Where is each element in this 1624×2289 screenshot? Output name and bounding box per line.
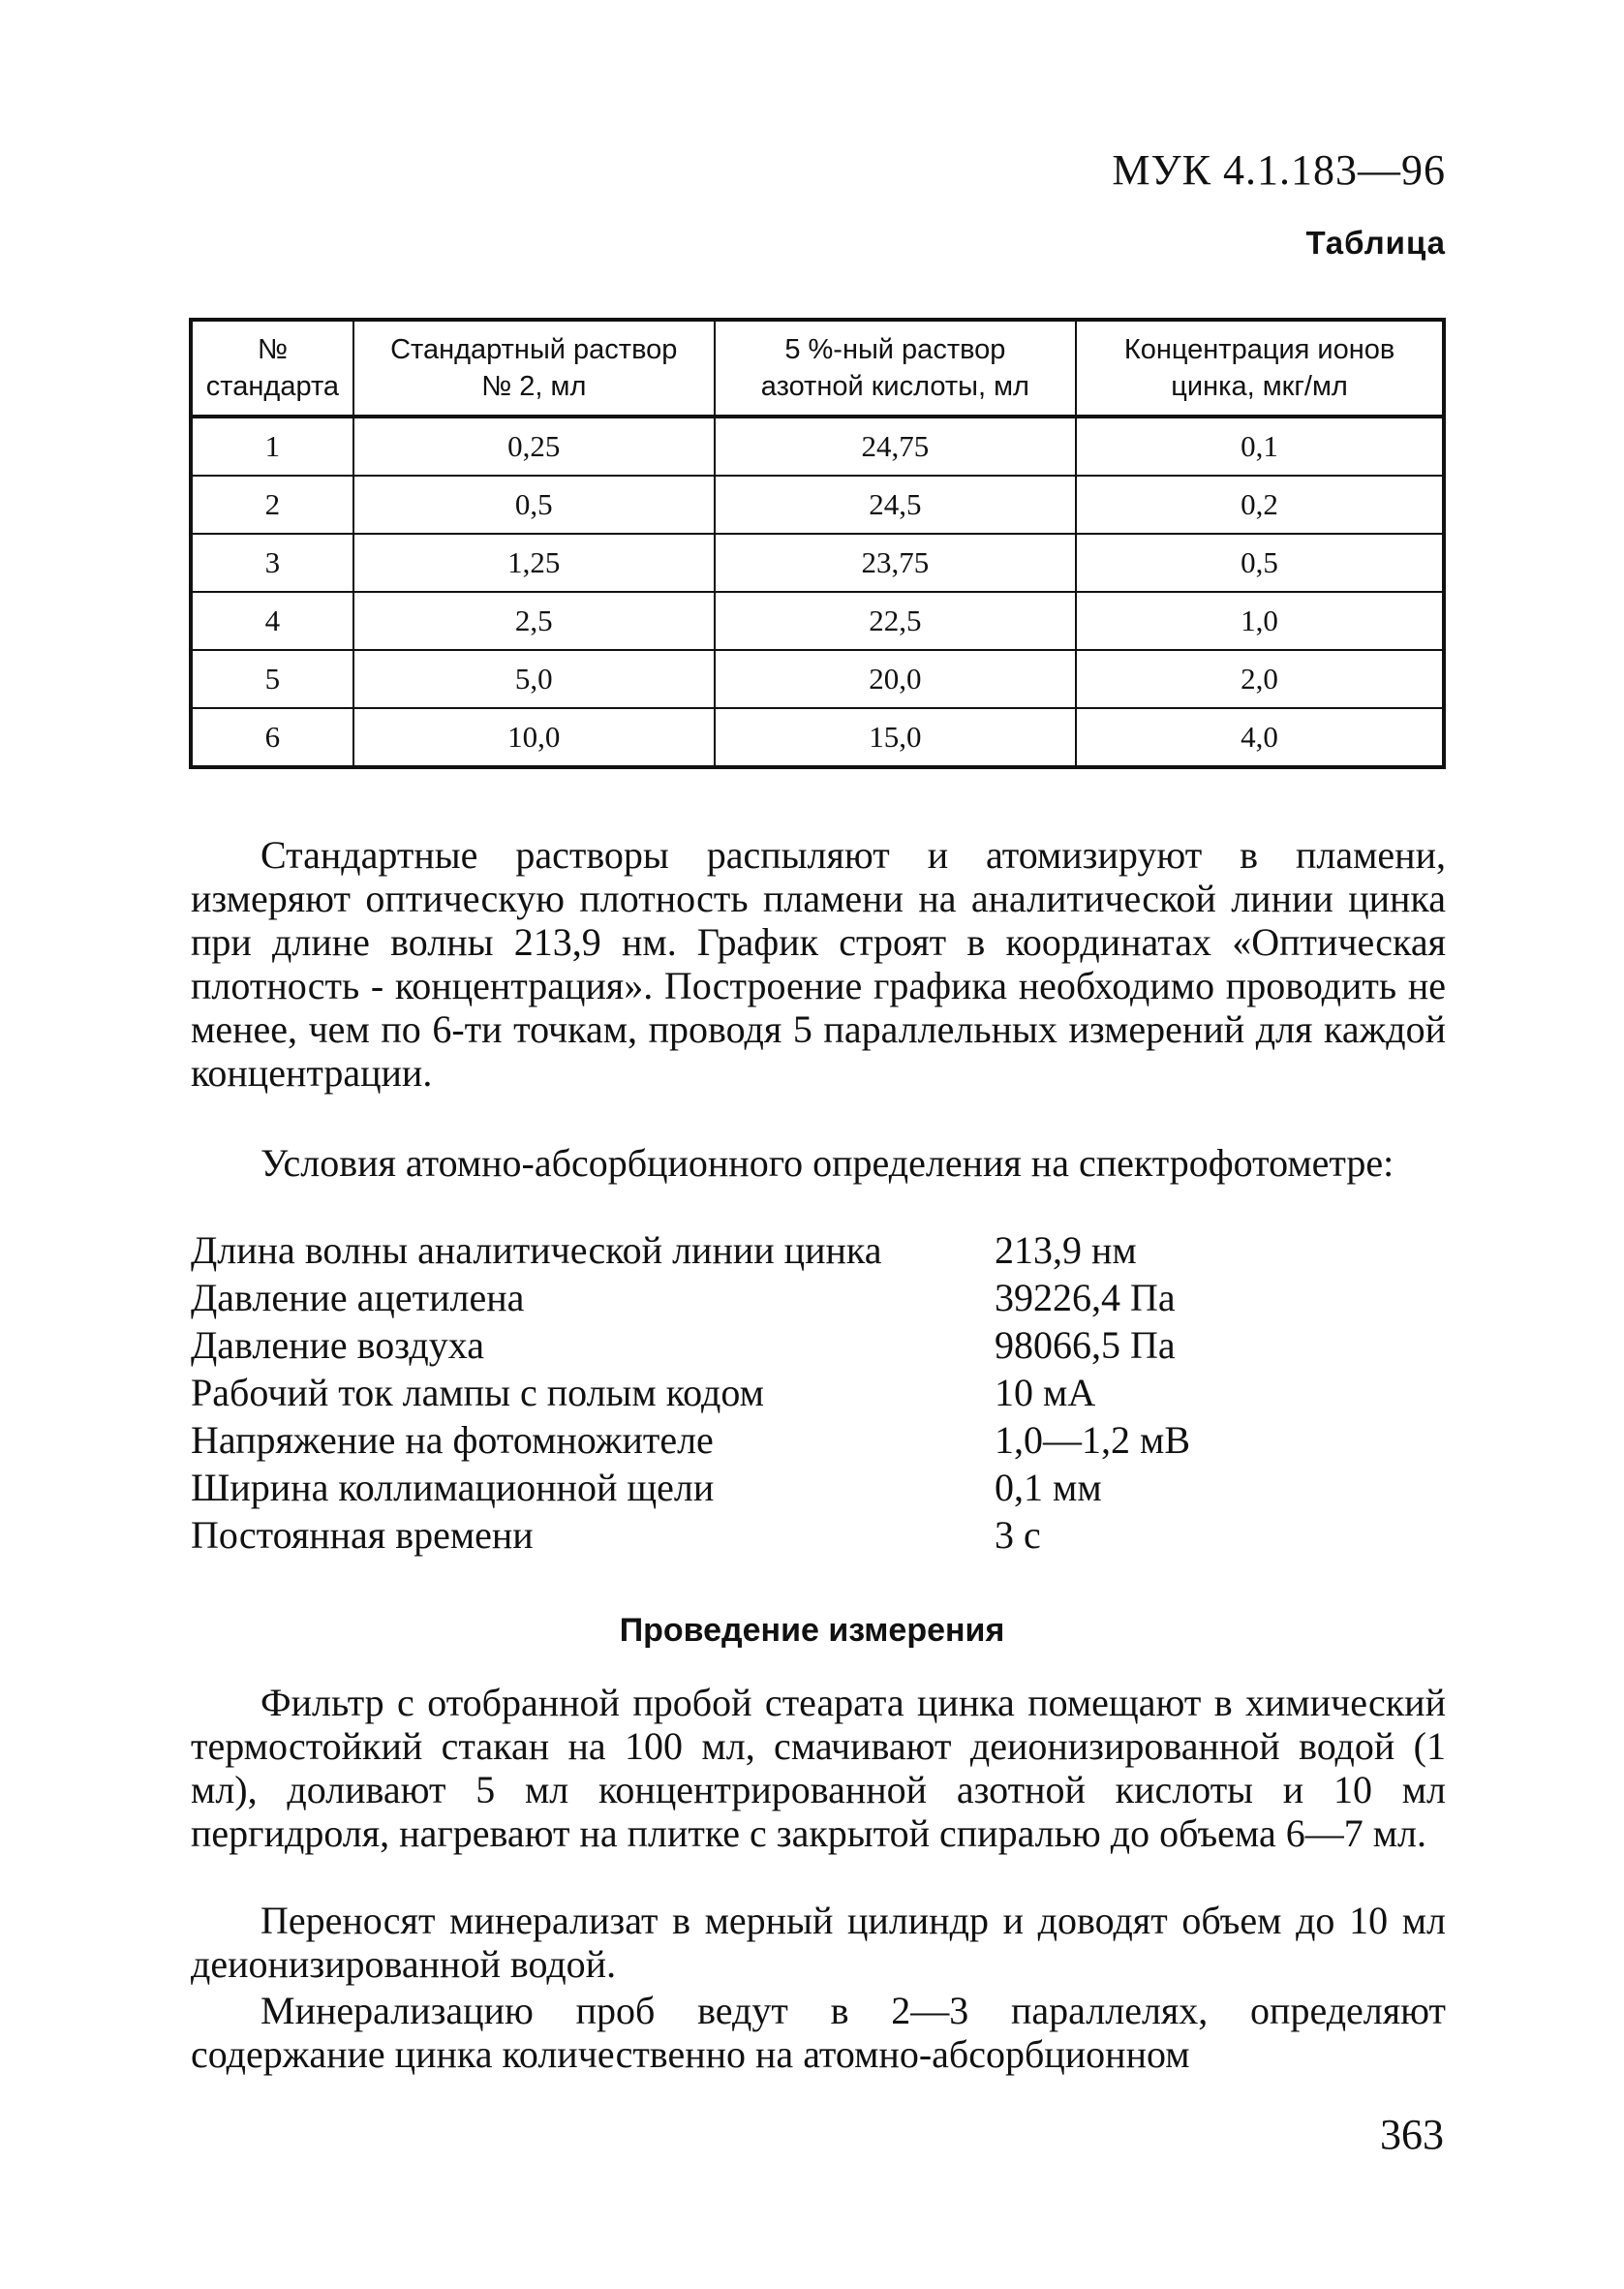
- condition-row: [191, 1418, 1446, 1462]
- table-row: [191, 708, 1444, 767]
- table-row: [191, 592, 1444, 650]
- header-standard-solution: Стандартный раствор № 2, мл: [353, 320, 715, 417]
- condition-row: [191, 1466, 1446, 1509]
- table-cell: 5,0: [353, 650, 715, 708]
- condition-value: 10 мА: [995, 1371, 1096, 1414]
- table-row: [191, 476, 1444, 534]
- table-cell: 5: [191, 650, 353, 708]
- paragraph-transfer: Переносят минерализат в мерный цилиндр и доводят объем до 10 мл деионизированной водой.: [191, 1899, 1446, 1986]
- table-cell: 3: [191, 534, 353, 592]
- table-cell: 0,2: [1076, 476, 1444, 534]
- table-cell: 0,1: [1076, 417, 1444, 476]
- condition-value: 98066,5 Па: [995, 1323, 1176, 1367]
- condition-row: [191, 1276, 1446, 1319]
- condition-value: 213,9 нм: [995, 1228, 1137, 1272]
- condition-row: [191, 1371, 1446, 1414]
- paragraph-conditions-intro: Условия атомно-абсорбционного определения на спектрофотометре:: [260, 1141, 1394, 1185]
- table-cell: 2: [191, 476, 353, 534]
- table-cell: 15,0: [715, 708, 1076, 767]
- conditions-list: [191, 1228, 1446, 1561]
- table-cell: 0,5: [1076, 534, 1444, 592]
- paragraph-mineralization: Минерализацию проб ведут в 2—3 параллелях, определяют содержание цинка количественно на атомно-абсорбционном: [191, 1989, 1446, 2076]
- condition-value: 3 с: [995, 1513, 1041, 1557]
- condition-name: Ширина коллимационной щели: [191, 1466, 715, 1509]
- header-standard-number: № стандарта: [191, 320, 353, 417]
- table-cell: 20,0: [715, 650, 1076, 708]
- table-cell: 23,75: [715, 534, 1076, 592]
- table-header-row: [191, 320, 1444, 417]
- condition-name: Давление воздуха: [191, 1323, 484, 1367]
- condition-name: Давление ацетилена: [191, 1276, 525, 1319]
- table-cell: 1,25: [353, 534, 715, 592]
- condition-value: 0,1 мм: [995, 1466, 1102, 1509]
- paragraph-standard-solutions: Стандартные растворы распыляют и атомизируют в пламени, измеряют оптическую плотность пламени на аналитической линии цинка при длине волны 213,9 нм. График строят в координатах «Оптическая плотность - концентрация». Построение графика необходимо проводить не менее, чем по 6-ти точкам, проводя 5 параллельных измерений для каждой концентрации.: [191, 833, 1446, 1095]
- table-row: [191, 417, 1444, 476]
- table-cell: 10,0: [353, 708, 715, 767]
- table-cell: 1,0: [1076, 592, 1444, 650]
- condition-name: Напряжение на фотомножителе: [191, 1418, 714, 1462]
- standards-table: [189, 318, 1446, 769]
- table-cell: 22,5: [715, 592, 1076, 650]
- condition-row: [191, 1228, 1446, 1272]
- condition-value: 1,0—1,2 мВ: [995, 1418, 1190, 1462]
- header-zinc-concentration: Концентрация ионов цинка, мкг/мл: [1076, 320, 1444, 417]
- table-row: [191, 650, 1444, 708]
- table-cell: 4,0: [1076, 708, 1444, 767]
- condition-name: Постоянная времени: [191, 1513, 534, 1557]
- table-cell: 0,5: [353, 476, 715, 534]
- condition-value: 39226,4 Па: [995, 1276, 1176, 1319]
- condition-name: Длина волны аналитической линии цинка: [191, 1228, 882, 1272]
- table-cell: 2,5: [353, 592, 715, 650]
- table-cell: 4: [191, 592, 353, 650]
- table-row: [191, 534, 1444, 592]
- page-number: 363: [1380, 2111, 1444, 2158]
- condition-row: [191, 1323, 1446, 1367]
- table-cell: 0,25: [353, 417, 715, 476]
- table-cell: 24,5: [715, 476, 1076, 534]
- table-cell: 2,0: [1076, 650, 1444, 708]
- paragraph-sample-prep: Фильтр с отобранной пробой стеарата цинка помещают в химический термостойкий стакан на 100 мл, смачивают деионизированной водой (1 мл), доливают 5 мл концентрированной азотной кислоты и 10 мл пергидроля, нагревают на плитке с закрытой спиралью до объема 6—7 мл.: [191, 1681, 1446, 1855]
- header-nitric-acid: 5 %-ный раствор азотной кислоты, мл: [715, 320, 1076, 417]
- table-cell: 1: [191, 417, 353, 476]
- table-cell: 6: [191, 708, 353, 767]
- table-cell: 24,75: [715, 417, 1076, 476]
- condition-name: Рабочий ток лампы с полым кодом: [191, 1371, 764, 1414]
- table-caption: Таблица: [1305, 225, 1446, 261]
- condition-row: [191, 1513, 1446, 1557]
- section-title: Проведение измерения: [619, 1612, 1005, 1649]
- document-code: МУК 4.1.183—96: [1112, 146, 1446, 194]
